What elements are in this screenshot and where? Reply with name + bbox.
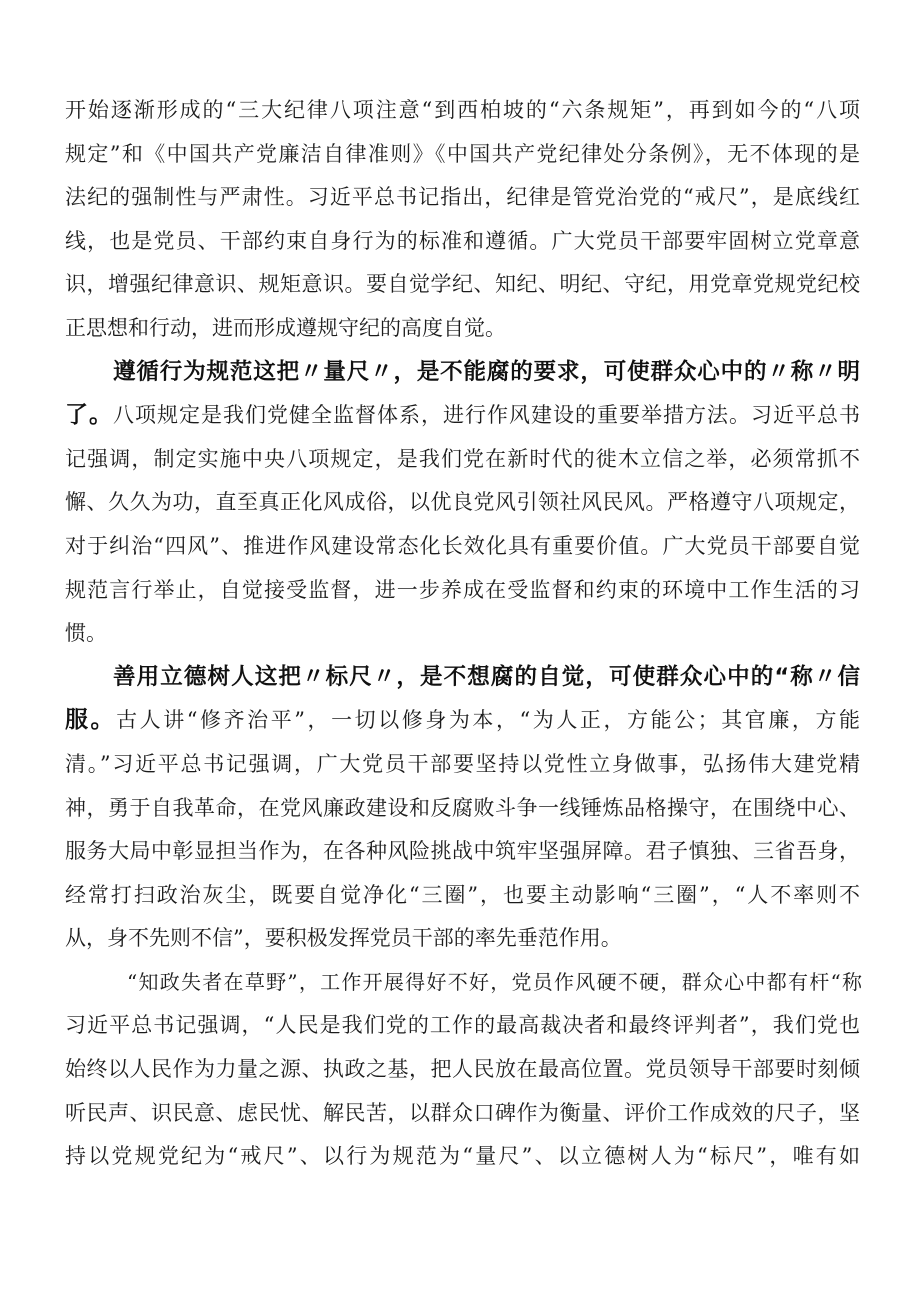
paragraph-3-heading: 善用立德树人这把〃标尺〃，是不想腐的自觉，可使群众心中的“称〃信 — [113, 663, 860, 690]
paragraph-1-line-4: 线，也是党员、干部约束自身行为的标准和遵循。广大党员干部要牢固树立党章意 — [65, 228, 860, 253]
paragraph-1-line-2: 规定”和《中国共产党廉洁自律准则》《中国共产党纪律处分条例》，无不体现的是 — [65, 141, 860, 166]
paragraph-1 — [65, 89, 860, 351]
paragraph-3-line-2: 清。”习近平总书记强调，广大党员干部要坚持以党性立身做事，弘扬伟大建党精 — [65, 751, 860, 776]
paragraph-1-line-1: 开始逐渐形成的“三大纪律八项注意“到西柏坡的“六条规矩”，再到如今的“八项 — [65, 98, 860, 122]
paragraph-4-line-4: 听民声、识民意、虑民忧、解民苦，以群众口碑作为衡量、评价工作成效的尺子，坚 — [65, 1100, 860, 1125]
paragraph-2-line-5: 规范言行举止，自觉接受监督，进一步养成在受监督和约束的环境中工作生活的习 — [65, 577, 860, 602]
paragraph-1-line-3: 法纪的强制性与严肃性。习近平总书记指出，纪律是管党治党的“戒尺”，是底线红 — [65, 185, 860, 210]
paragraph-4-line-3: 始终以人民作为力量之源、执政之基，把人民放在最高位置。党员领导干部要时刻倾 — [65, 1057, 860, 1082]
document-body — [65, 89, 860, 1179]
paragraph-3-heading-tail: 服。 — [65, 707, 117, 734]
paragraph-3-line-4: 服务大局中彰显担当作为，在各种风险挑战中筑牢坚强屏障。君子慎独、三省吾身， — [65, 839, 860, 864]
paragraph-4 — [65, 961, 860, 1179]
paragraph-4-line-1: “知政失者在草野”，工作开展得好不好，党员作风硬不硬，群众心中都有杆“称 — [127, 969, 862, 994]
paragraph-1-line-5: 识，增强纪律意识、规矩意识。要自觉学纪、知纪、明纪、守纪，用党章党规党纪校 — [65, 272, 860, 297]
paragraph-4-line-5: 持以党规党纪为“戒尺”、以行为规范为“量尺”、以立德树人为“标尺”，唯有如 — [65, 1144, 860, 1169]
paragraph-2-heading-tail: 了。 — [65, 402, 113, 429]
paragraph-3-line-5: 经常打扫政治灰尘，既要自觉净化“三圈”，也要主动影响“三圈”，“人不率则不 — [65, 882, 860, 907]
paragraph-3-line-6: 从，身不先则不信”，要积极发挥党员干部的率先垂范作用。 — [65, 926, 622, 951]
paragraph-2 — [65, 351, 860, 656]
paragraph-2-line-6: 惯。 — [65, 621, 107, 646]
paragraph-2-line-1-text: 八项规定是我们党健全监督体系，进行作风建设的重要举措方法。习近平总书 — [113, 403, 860, 428]
paragraph-3-line-3: 神，勇于自我革命，在党风廉政建设和反腐败斗争一线锤炼品格操守，在围绕中心、 — [65, 795, 860, 820]
paragraph-3-line-1-text: 古人讲“修齐治平”，一切以修身为本，“为人正，方能公；其官廉，方能 — [116, 708, 860, 733]
paragraph-4-line-2: 习近平总书记强调，“人民是我们党的工作的最高裁决者和最终评判者”，我们党也 — [65, 1013, 860, 1038]
paragraph-2-heading: 遵循行为规范这把〃量尺〃，是不能腐的要求，可使群众心中的〃称〃明 — [113, 358, 860, 385]
paragraph-2-line-1 — [65, 394, 860, 438]
paragraph-3 — [65, 656, 860, 961]
paragraph-1-line-6: 正思想和行动，进而形成遵规守纪的高度自觉。 — [65, 315, 506, 340]
paragraph-2-line-2: 记强调，制定实施中央八项规定，是我们党在新时代的徙木立信之举，必须常抓不 — [65, 446, 860, 471]
paragraph-3-line-1 — [65, 699, 860, 743]
paragraph-2-line-3: 懈、久久为功，直至真正化风成俗，以优良党风引领社风民风。严格遵守八项规定， — [65, 490, 860, 515]
paragraph-2-line-4: 对于纠治“四风”、推进作风建设常态化长效化具有重要价值。广大党员干部要自觉 — [65, 533, 860, 558]
